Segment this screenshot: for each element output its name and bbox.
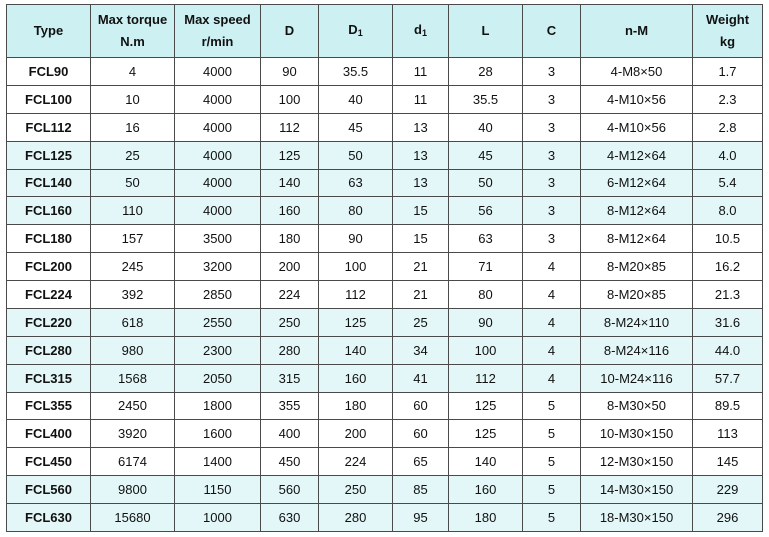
cell-n-m: 6-M12×64 — [581, 169, 693, 197]
cell-l: 125 — [449, 420, 523, 448]
cell-d: 112 — [261, 113, 319, 141]
subscript-index: 1 — [357, 27, 363, 38]
cell-weight: 145 — [693, 448, 763, 476]
cell-type: FCL90 — [7, 58, 91, 86]
cell-weight: 1.7 — [693, 58, 763, 86]
cell-d1-lower: 95 — [393, 504, 449, 532]
header-max-torque-label: Max torque — [97, 12, 168, 27]
cell-l: 160 — [449, 476, 523, 504]
table-row — [7, 281, 763, 309]
cell-l: 50 — [449, 169, 523, 197]
cell-max-torque: 2450 — [91, 392, 175, 420]
header-c — [523, 5, 581, 58]
cell-c: 5 — [523, 504, 581, 532]
cell-d: 100 — [261, 85, 319, 113]
cell-c: 5 — [523, 476, 581, 504]
cell-max-speed: 3200 — [175, 253, 261, 281]
cell-d1-lower: 60 — [393, 420, 449, 448]
cell-max-torque: 15680 — [91, 504, 175, 532]
header-n-m-label: n-M — [624, 23, 649, 38]
cell-n-m: 8-M30×50 — [581, 392, 693, 420]
cell-type: FCL140 — [7, 169, 91, 197]
cell-weight: 113 — [693, 420, 763, 448]
cell-l: 71 — [449, 253, 523, 281]
cell-d: 90 — [261, 58, 319, 86]
cell-l: 100 — [449, 336, 523, 364]
table-row — [7, 58, 763, 86]
header-weight — [693, 5, 763, 58]
cell-c: 3 — [523, 58, 581, 86]
cell-d1-upper: 35.5 — [319, 58, 393, 86]
table-row — [7, 420, 763, 448]
cell-n-m: 8-M12×64 — [581, 225, 693, 253]
cell-weight: 10.5 — [693, 225, 763, 253]
cell-max-torque: 9800 — [91, 476, 175, 504]
header-weight-unit: kg — [719, 34, 736, 49]
cell-l: 63 — [449, 225, 523, 253]
header-l-label: L — [481, 23, 490, 38]
cell-c: 3 — [523, 169, 581, 197]
cell-max-speed: 4000 — [175, 169, 261, 197]
cell-d1-upper: 90 — [319, 225, 393, 253]
cell-weight: 229 — [693, 476, 763, 504]
cell-c: 3 — [523, 113, 581, 141]
cell-d: 160 — [261, 197, 319, 225]
cell-d1-lower: 34 — [393, 336, 449, 364]
cell-max-speed: 1400 — [175, 448, 261, 476]
header-max-speed — [175, 5, 261, 58]
cell-l: 40 — [449, 113, 523, 141]
cell-d1-lower: 41 — [393, 364, 449, 392]
header-n-m — [581, 5, 693, 58]
cell-c: 3 — [523, 85, 581, 113]
cell-d1-upper: 45 — [319, 113, 393, 141]
cell-max-torque: 10 — [91, 85, 175, 113]
cell-d: 224 — [261, 281, 319, 309]
cell-max-torque: 980 — [91, 336, 175, 364]
cell-type: FCL125 — [7, 141, 91, 169]
table-row — [7, 308, 763, 336]
cell-d1-lower: 13 — [393, 141, 449, 169]
cell-d1-upper: 100 — [319, 253, 393, 281]
cell-d1-lower: 65 — [393, 448, 449, 476]
cell-weight: 16.2 — [693, 253, 763, 281]
cell-d1-lower: 13 — [393, 113, 449, 141]
table-row — [7, 141, 763, 169]
table-row — [7, 85, 763, 113]
cell-n-m: 4-M8×50 — [581, 58, 693, 86]
cell-c: 5 — [523, 392, 581, 420]
cell-c: 4 — [523, 364, 581, 392]
cell-weight: 296 — [693, 504, 763, 532]
header-d1-upper-label: $D_1$ — [348, 21, 363, 38]
cell-d1-upper: 125 — [319, 308, 393, 336]
cell-n-m: 12-M30×150 — [581, 448, 693, 476]
cell-c: 5 — [523, 448, 581, 476]
cell-max-speed: 2550 — [175, 308, 261, 336]
cell-c: 4 — [523, 281, 581, 309]
cell-n-m: 4-M10×56 — [581, 113, 693, 141]
cell-n-m: 8-M20×85 — [581, 281, 693, 309]
table-row — [7, 113, 763, 141]
cell-max-speed: 1150 — [175, 476, 261, 504]
table-row — [7, 253, 763, 281]
coupling-spec-table — [6, 4, 763, 532]
cell-max-torque: 4 — [91, 58, 175, 86]
cell-max-torque: 245 — [91, 253, 175, 281]
header-c-label: C — [546, 23, 557, 38]
header-max-torque-unit: N.m — [120, 34, 145, 49]
cell-n-m: 8-M24×116 — [581, 336, 693, 364]
cell-c: 3 — [523, 141, 581, 169]
cell-d: 630 — [261, 504, 319, 532]
cell-d: 355 — [261, 392, 319, 420]
cell-d1-upper: 160 — [319, 364, 393, 392]
cell-d: 560 — [261, 476, 319, 504]
cell-d1-lower: 11 — [393, 85, 449, 113]
cell-type: FCL180 — [7, 225, 91, 253]
cell-d: 280 — [261, 336, 319, 364]
cell-l: 80 — [449, 281, 523, 309]
cell-max-torque: 50 — [91, 169, 175, 197]
cell-d1-upper: 200 — [319, 420, 393, 448]
cell-weight: 21.3 — [693, 281, 763, 309]
cell-type: FCL560 — [7, 476, 91, 504]
cell-l: 35.5 — [449, 85, 523, 113]
header-type — [7, 5, 91, 58]
cell-max-speed: 1800 — [175, 392, 261, 420]
cell-max-speed: 4000 — [175, 197, 261, 225]
cell-type: FCL400 — [7, 420, 91, 448]
cell-l: 112 — [449, 364, 523, 392]
cell-d1-lower: 15 — [393, 225, 449, 253]
cell-d: 125 — [261, 141, 319, 169]
cell-c: 4 — [523, 308, 581, 336]
cell-l: 180 — [449, 504, 523, 532]
table-row — [7, 197, 763, 225]
cell-d1-lower: 60 — [393, 392, 449, 420]
table-row — [7, 504, 763, 532]
cell-d1-lower: 21 — [393, 253, 449, 281]
header-max-torque — [91, 5, 175, 58]
cell-max-speed: 2050 — [175, 364, 261, 392]
header-d1-upper — [319, 5, 393, 58]
cell-d: 315 — [261, 364, 319, 392]
cell-weight: 2.8 — [693, 113, 763, 141]
cell-max-speed: 2850 — [175, 281, 261, 309]
header-l — [449, 5, 523, 58]
cell-max-torque: 110 — [91, 197, 175, 225]
cell-weight: 44.0 — [693, 336, 763, 364]
cell-d1-lower: 15 — [393, 197, 449, 225]
cell-d1-lower: 85 — [393, 476, 449, 504]
cell-d1-upper: 40 — [319, 85, 393, 113]
cell-d: 180 — [261, 225, 319, 253]
cell-n-m: 4-M10×56 — [581, 85, 693, 113]
table-row — [7, 336, 763, 364]
cell-l: 28 — [449, 58, 523, 86]
cell-type: FCL100 — [7, 85, 91, 113]
cell-max-torque: 1568 — [91, 364, 175, 392]
cell-c: 4 — [523, 336, 581, 364]
cell-n-m: 10-M24×116 — [581, 364, 693, 392]
cell-max-speed: 4000 — [175, 113, 261, 141]
cell-max-speed: 4000 — [175, 85, 261, 113]
cell-c: 3 — [523, 225, 581, 253]
cell-weight: 31.6 — [693, 308, 763, 336]
header-weight-label: Weight — [705, 12, 750, 27]
header-d1-lower — [393, 5, 449, 58]
cell-l: 56 — [449, 197, 523, 225]
cell-max-speed: 4000 — [175, 141, 261, 169]
table-row — [7, 448, 763, 476]
cell-d1-upper: 50 — [319, 141, 393, 169]
cell-max-speed: 1600 — [175, 420, 261, 448]
cell-type: FCL355 — [7, 392, 91, 420]
cell-weight: 4.0 — [693, 141, 763, 169]
cell-max-speed: 3500 — [175, 225, 261, 253]
cell-weight: 5.4 — [693, 169, 763, 197]
cell-d1-lower: 11 — [393, 58, 449, 86]
cell-d1-lower: 13 — [393, 169, 449, 197]
header-type-label: Type — [33, 23, 64, 38]
cell-d1-upper: 250 — [319, 476, 393, 504]
header-d — [261, 5, 319, 58]
cell-weight: 2.3 — [693, 85, 763, 113]
cell-weight: 8.0 — [693, 197, 763, 225]
cell-max-torque: 618 — [91, 308, 175, 336]
table-row — [7, 169, 763, 197]
cell-d1-lower: 21 — [393, 281, 449, 309]
cell-d: 200 — [261, 253, 319, 281]
cell-l: 90 — [449, 308, 523, 336]
header-max-speed-label: Max speed — [184, 12, 251, 27]
cell-d1-upper: 112 — [319, 281, 393, 309]
cell-weight: 57.7 — [693, 364, 763, 392]
cell-c: 3 — [523, 197, 581, 225]
cell-type: FCL220 — [7, 308, 91, 336]
table-body — [7, 58, 763, 532]
cell-type: FCL224 — [7, 281, 91, 309]
cell-n-m: 14-M30×150 — [581, 476, 693, 504]
header-d-label: D — [284, 23, 295, 38]
cell-c: 4 — [523, 253, 581, 281]
cell-d1-upper: 280 — [319, 504, 393, 532]
cell-d: 400 — [261, 420, 319, 448]
cell-d: 140 — [261, 169, 319, 197]
cell-n-m: 8-M12×64 — [581, 197, 693, 225]
cell-weight: 89.5 — [693, 392, 763, 420]
cell-l: 125 — [449, 392, 523, 420]
cell-d1-upper: 140 — [319, 336, 393, 364]
header-d1-lower-label: $d_1$ — [414, 21, 427, 38]
table-row — [7, 364, 763, 392]
cell-max-speed: 2300 — [175, 336, 261, 364]
table-row — [7, 392, 763, 420]
cell-n-m: 8-M24×110 — [581, 308, 693, 336]
cell-max-speed: 1000 — [175, 504, 261, 532]
cell-d1-lower: 25 — [393, 308, 449, 336]
cell-type: FCL200 — [7, 253, 91, 281]
cell-d: 250 — [261, 308, 319, 336]
cell-type: FCL450 — [7, 448, 91, 476]
cell-type: FCL315 — [7, 364, 91, 392]
cell-d1-upper: 180 — [319, 392, 393, 420]
cell-type: FCL280 — [7, 336, 91, 364]
cell-c: 5 — [523, 420, 581, 448]
cell-d1-upper: 63 — [319, 169, 393, 197]
cell-max-speed: 4000 — [175, 58, 261, 86]
cell-d: 450 — [261, 448, 319, 476]
cell-n-m: 8-M20×85 — [581, 253, 693, 281]
cell-max-torque: 25 — [91, 141, 175, 169]
cell-type: FCL112 — [7, 113, 91, 141]
table-row — [7, 476, 763, 504]
cell-max-torque: 6174 — [91, 448, 175, 476]
cell-n-m: 10-M30×150 — [581, 420, 693, 448]
subscript-index: 1 — [421, 27, 427, 38]
cell-max-torque: 3920 — [91, 420, 175, 448]
cell-l: 140 — [449, 448, 523, 476]
cell-l: 45 — [449, 141, 523, 169]
cell-type: FCL630 — [7, 504, 91, 532]
cell-n-m: 4-M12×64 — [581, 141, 693, 169]
cell-d1-upper: 80 — [319, 197, 393, 225]
cell-type: FCL160 — [7, 197, 91, 225]
cell-d1-upper: 224 — [319, 448, 393, 476]
cell-max-torque: 16 — [91, 113, 175, 141]
cell-max-torque: 392 — [91, 281, 175, 309]
header-max-speed-unit: r/min — [201, 34, 234, 49]
header-row — [7, 5, 763, 58]
cell-max-torque: 157 — [91, 225, 175, 253]
cell-n-m: 18-M30×150 — [581, 504, 693, 532]
table-row — [7, 225, 763, 253]
